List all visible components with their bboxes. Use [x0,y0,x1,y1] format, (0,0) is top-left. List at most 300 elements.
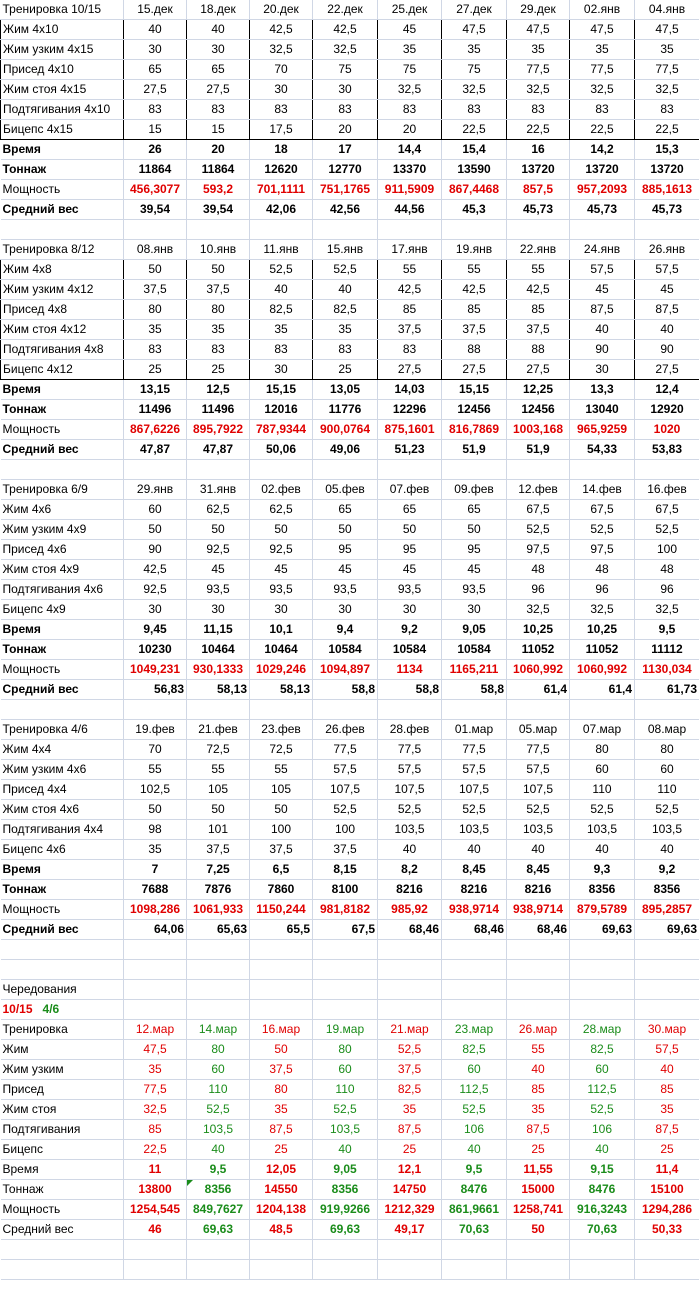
metric-value: 39,54 [187,200,250,220]
metric-value: 1130,034 [635,660,699,680]
value-cell: 80 [187,1040,250,1060]
metric-value: 7688 [124,880,187,900]
value-cell: 32,5 [570,600,635,620]
value-cell: 50 [187,520,250,540]
metric-value: 42,06 [250,200,313,220]
value-cell: 107,5 [378,780,442,800]
empty-row [1,940,699,960]
empty-cell [507,940,570,960]
value-cell: 22,5 [442,120,507,140]
value-cell: 25 [635,1140,699,1160]
empty-cell [187,700,250,720]
metric-value: 7860 [250,880,313,900]
value-cell: 40 [570,320,635,340]
value-cell: 47,5 [570,20,635,40]
empty-cell [570,700,635,720]
empty-cell [507,1260,570,1280]
value-cell: 42,5 [378,280,442,300]
value-cell: 55 [124,760,187,780]
value-cell: 25 [507,1140,570,1160]
date-cell: 26.мар [507,1020,570,1040]
value-cell: 60 [187,1060,250,1080]
exercise-name: Жим узким 4х15 [1,40,124,60]
empty-cell [250,960,313,980]
metric-value: 1294,286 [635,1200,699,1220]
metric-value: 9,05 [442,620,507,640]
metric-value: 14,03 [378,380,442,400]
value-cell: 40 [313,280,378,300]
exercise-row [1,1140,699,1160]
empty-cell [635,1260,699,1280]
metric-value: 64,06 [124,920,187,940]
avg-weight-row [1,440,699,460]
empty-cell [570,960,635,980]
value-cell: 50 [124,260,187,280]
value-cell: 107,5 [313,780,378,800]
value-cell: 27,5 [635,360,699,380]
value-cell: 77,5 [378,740,442,760]
value-cell: 97,5 [570,540,635,560]
date-cell: 29.дек [507,0,570,20]
value-cell: 85 [507,300,570,320]
value-cell: 47,5 [442,20,507,40]
empty-cell [378,1260,442,1280]
metric-value: 50,33 [635,1220,699,1240]
value-cell: 35 [635,40,699,60]
empty-cell [635,700,699,720]
metric-value: 1150,244 [250,900,313,920]
value-cell: 52,5 [378,800,442,820]
value-cell: 27,5 [378,360,442,380]
value-cell: 77,5 [313,740,378,760]
metric-value: 69,63 [570,920,635,940]
metric-value: 938,9714 [442,900,507,920]
value-cell: 22,5 [570,120,635,140]
empty-cell [507,960,570,980]
metric-value: 8356 [570,880,635,900]
date-cell: 16.мар [250,1020,313,1040]
empty-cell [635,940,699,960]
value-cell: 52,5 [313,1100,378,1120]
value-cell: 55 [250,760,313,780]
empty-row [1,220,699,240]
value-cell: 110 [313,1080,378,1100]
date-cell: 22.янв [507,240,570,260]
value-cell: 82,5 [250,300,313,320]
metric-value: 981,8182 [313,900,378,920]
metric-value: 13370 [378,160,442,180]
metric-label: Средний вес [1,920,124,940]
metric-value: 8100 [313,880,378,900]
value-cell: 37,5 [442,320,507,340]
value-cell: 40 [635,320,699,340]
tonnage-row [1,160,699,180]
empty-row [1,1260,699,1280]
metric-label: Тоннаж [1,880,124,900]
empty-cell [313,1000,378,1020]
value-cell: 50 [250,520,313,540]
empty-cell [442,700,507,720]
date-cell: 19.янв [442,240,507,260]
value-cell: 35 [442,40,507,60]
empty-cell [124,460,187,480]
value-cell: 82,5 [570,1040,635,1060]
date-cell: 21.фев [187,720,250,740]
metric-value: 8,45 [442,860,507,880]
exercise-name: Присед 4х10 [1,60,124,80]
metric-value: 12,5 [187,380,250,400]
date-cell: 01.мар [442,720,507,740]
value-cell: 52,5 [507,800,570,820]
empty-cell [442,460,507,480]
exercise-name: Бицепс [1,1140,124,1160]
metric-value: 69,63 [635,920,699,940]
avg-weight-row [1,680,699,700]
metric-value: 7,25 [187,860,250,880]
metric-value: 68,46 [378,920,442,940]
value-cell: 110 [570,780,635,800]
value-cell: 42,5 [313,20,378,40]
value-cell: 35 [378,1100,442,1120]
value-cell: 35 [378,40,442,60]
value-cell: 110 [187,1080,250,1100]
exercise-row [1,740,699,760]
metric-label: Время [1,380,124,400]
exercise-row [1,280,699,300]
metric-value: 47,87 [187,440,250,460]
metric-value: 8216 [507,880,570,900]
value-cell: 27,5 [187,80,250,100]
metric-value: 58,13 [187,680,250,700]
empty-cell [313,700,378,720]
value-cell: 55 [507,260,570,280]
date-cell: 21.мар [378,1020,442,1040]
metric-label: Средний вес [1,680,124,700]
exercise-row [1,1120,699,1140]
date-cell: 22.дек [313,0,378,20]
metric-value: 39,54 [124,200,187,220]
value-cell: 37,5 [250,1060,313,1080]
value-cell: 35 [313,320,378,340]
exercise-row [1,360,699,380]
empty-cell [507,1000,570,1020]
metric-value: 10584 [442,640,507,660]
metric-value: 965,9259 [570,420,635,440]
value-cell: 52,5 [570,520,635,540]
alternation-heading-row [1,980,699,1000]
metric-value: 61,73 [635,680,699,700]
metric-value: 957,2093 [570,180,635,200]
metric-value: 13,15 [124,380,187,400]
value-cell: 35 [124,840,187,860]
value-cell: 60 [570,760,635,780]
metric-label: Мощность [1,420,124,440]
metric-value: 10464 [187,640,250,660]
block-header-row [1,240,699,260]
metric-value: 14,2 [570,140,635,160]
value-cell: 80 [635,740,699,760]
metric-value: 10,25 [570,620,635,640]
metric-value: 45,73 [635,200,699,220]
exercise-name: Жим узким 4х12 [1,280,124,300]
exercise-row [1,260,699,280]
value-cell: 65 [187,60,250,80]
date-cell: 28.фев [378,720,442,740]
metric-value: 867,4468 [442,180,507,200]
exercise-name: Подтягивания 4х6 [1,580,124,600]
empty-cell [378,700,442,720]
metric-value: 12,4 [635,380,699,400]
date-cell: 24.янв [570,240,635,260]
metric-value: 9,45 [124,620,187,640]
exercise-row [1,340,699,360]
date-cell: 23.фев [250,720,313,740]
value-cell: 85 [442,300,507,320]
empty-cell [187,960,250,980]
power-row [1,180,699,200]
metric-label: Время [1,620,124,640]
metric-value: 12920 [635,400,699,420]
value-cell: 50 [442,520,507,540]
value-cell: 82,5 [313,300,378,320]
metric-value: 10464 [250,640,313,660]
metric-value: 45,73 [570,200,635,220]
date-cell: 10.янв [187,240,250,260]
value-cell: 52,5 [635,800,699,820]
metric-value: 56,83 [124,680,187,700]
date-cell: 27.дек [442,0,507,20]
value-cell: 103,5 [442,820,507,840]
empty-cell [378,960,442,980]
value-cell: 65 [378,500,442,520]
metric-label: Тоннаж [1,400,124,420]
value-cell: 80 [250,1080,313,1100]
time-row [1,380,699,400]
exercise-row [1,80,699,100]
value-cell: 112,5 [442,1080,507,1100]
empty-cell [1,1240,124,1260]
metric-value: 12,1 [378,1160,442,1180]
value-cell: 37,5 [378,320,442,340]
value-cell: 100 [635,540,699,560]
block-title: Тренировка 6/9 [1,480,124,500]
power-row [1,900,699,920]
exercise-name: Жим [1,1040,124,1060]
date-cell: 14.мар [187,1020,250,1040]
value-cell: 87,5 [507,1120,570,1140]
exercise-row [1,580,699,600]
value-cell: 25 [378,1140,442,1160]
value-cell: 70 [250,60,313,80]
metric-value: 58,8 [442,680,507,700]
value-cell: 37,5 [507,320,570,340]
empty-cell [187,1260,250,1280]
metric-value: 67,5 [313,920,378,940]
metric-value: 65,63 [187,920,250,940]
avg-weight-row [1,200,699,220]
value-cell: 100 [313,820,378,840]
empty-row [1,460,699,480]
metric-value: 8476 [570,1180,635,1200]
value-cell: 20 [313,120,378,140]
metric-value: 751,1765 [313,180,378,200]
empty-row [1,1240,699,1260]
power-row [1,660,699,680]
empty-cell [1,960,124,980]
exercise-name: Жим узким 4х6 [1,760,124,780]
metric-label: Время [1,140,124,160]
value-cell: 52,5 [442,1100,507,1120]
value-cell: 27,5 [124,80,187,100]
empty-cell [124,980,187,1000]
empty-cell [1,460,124,480]
alternation-legend-row [1,1000,699,1020]
metric-value: 12,05 [250,1160,313,1180]
exercise-name: Жим стоя 4х12 [1,320,124,340]
value-cell: 103,5 [378,820,442,840]
value-cell: 85 [635,1080,699,1100]
metric-value: 12,25 [507,380,570,400]
exercise-row [1,520,699,540]
value-cell: 50 [378,520,442,540]
metric-value: 1258,741 [507,1200,570,1220]
exercise-name: Жим 4х6 [1,500,124,520]
date-cell: 18.дек [187,0,250,20]
metric-value: 69,63 [313,1220,378,1240]
empty-cell [313,1240,378,1260]
metric-value: 7876 [187,880,250,900]
empty-row [1,700,699,720]
value-cell: 80 [187,300,250,320]
date-cell: 08.янв [124,240,187,260]
date-cell: 05.фев [313,480,378,500]
empty-cell [187,940,250,960]
metric-value: 1134 [378,660,442,680]
metric-value: 701,1111 [250,180,313,200]
exercise-name: Присед [1,1080,124,1100]
metric-value: 14,4 [378,140,442,160]
empty-cell [635,1240,699,1260]
value-cell: 25 [187,360,250,380]
value-cell: 65 [124,60,187,80]
metric-value: 53,83 [635,440,699,460]
value-cell: 77,5 [570,60,635,80]
metric-value: 900,0764 [313,420,378,440]
metric-value: 1165,211 [442,660,507,680]
metric-value: 10,1 [250,620,313,640]
value-cell: 32,5 [635,80,699,100]
empty-cell [442,1260,507,1280]
metric-value: 1049,231 [124,660,187,680]
value-cell: 40 [507,1060,570,1080]
value-cell: 62,5 [250,500,313,520]
date-cell: 11.янв [250,240,313,260]
empty-cell [187,220,250,240]
metric-value: 13800 [124,1180,187,1200]
value-cell: 82,5 [378,1080,442,1100]
value-cell: 85 [124,1120,187,1140]
metric-value: 58,13 [250,680,313,700]
value-cell: 83 [250,100,313,120]
date-cell: 19.мар [313,1020,378,1040]
value-cell: 40 [507,840,570,860]
empty-cell [635,220,699,240]
metric-value: 12456 [507,400,570,420]
metric-value: 13720 [507,160,570,180]
empty-cell [570,940,635,960]
metric-label: Средний вес [1,1220,124,1240]
value-cell: 52,5 [378,1040,442,1060]
legend-a: 10/15 [2,1002,33,1016]
value-cell: 95 [313,540,378,560]
value-cell: 60 [124,500,187,520]
exercise-row [1,120,699,140]
metric-value: 1003,168 [507,420,570,440]
value-cell: 107,5 [507,780,570,800]
value-cell: 60 [442,1060,507,1080]
metric-value: 9,5 [442,1160,507,1180]
exercise-row [1,540,699,560]
date-cell: 29.янв [124,480,187,500]
empty-cell [507,460,570,480]
metric-value: 11,55 [507,1160,570,1180]
metric-value: 895,2857 [635,900,699,920]
value-cell: 45 [635,280,699,300]
metric-value: 1094,897 [313,660,378,680]
empty-cell [313,220,378,240]
metric-value: 10,25 [507,620,570,640]
metric-value: 9,15 [570,1160,635,1180]
value-cell: 50 [124,520,187,540]
value-cell: 30 [187,600,250,620]
metric-value: 15,3 [635,140,699,160]
value-cell: 32,5 [507,80,570,100]
empty-cell [124,220,187,240]
metric-value: 51,23 [378,440,442,460]
value-cell: 40 [250,280,313,300]
value-cell: 103,5 [507,820,570,840]
value-cell: 97,5 [507,540,570,560]
date-cell: 02.фев [250,480,313,500]
metric-value: 9,05 [313,1160,378,1180]
value-cell: 52,5 [313,260,378,280]
metric-value: 65,5 [250,920,313,940]
value-cell: 75 [313,60,378,80]
metric-label: Мощность [1,1200,124,1220]
avg-weight-row [1,920,699,940]
value-cell: 103,5 [570,820,635,840]
metric-value: 17 [313,140,378,160]
legend-b: 4/6 [42,1002,60,1016]
block-header-row [1,720,699,740]
value-cell: 83 [250,340,313,360]
empty-cell [378,1240,442,1260]
date-cell: 25.дек [378,0,442,20]
metric-value: 13,05 [313,380,378,400]
value-cell: 30 [378,600,442,620]
date-cell: 07.фев [378,480,442,500]
metric-value: 15,4 [442,140,507,160]
empty-cell [124,960,187,980]
metric-value: 861,9661 [442,1200,507,1220]
exercise-name: Присед 4х6 [1,540,124,560]
metric-value: 8,15 [313,860,378,880]
metric-value: 867,6226 [124,420,187,440]
empty-cell [442,220,507,240]
value-cell: 98 [124,820,187,840]
exercise-name: Жим 4х4 [1,740,124,760]
value-cell: 93,5 [313,580,378,600]
